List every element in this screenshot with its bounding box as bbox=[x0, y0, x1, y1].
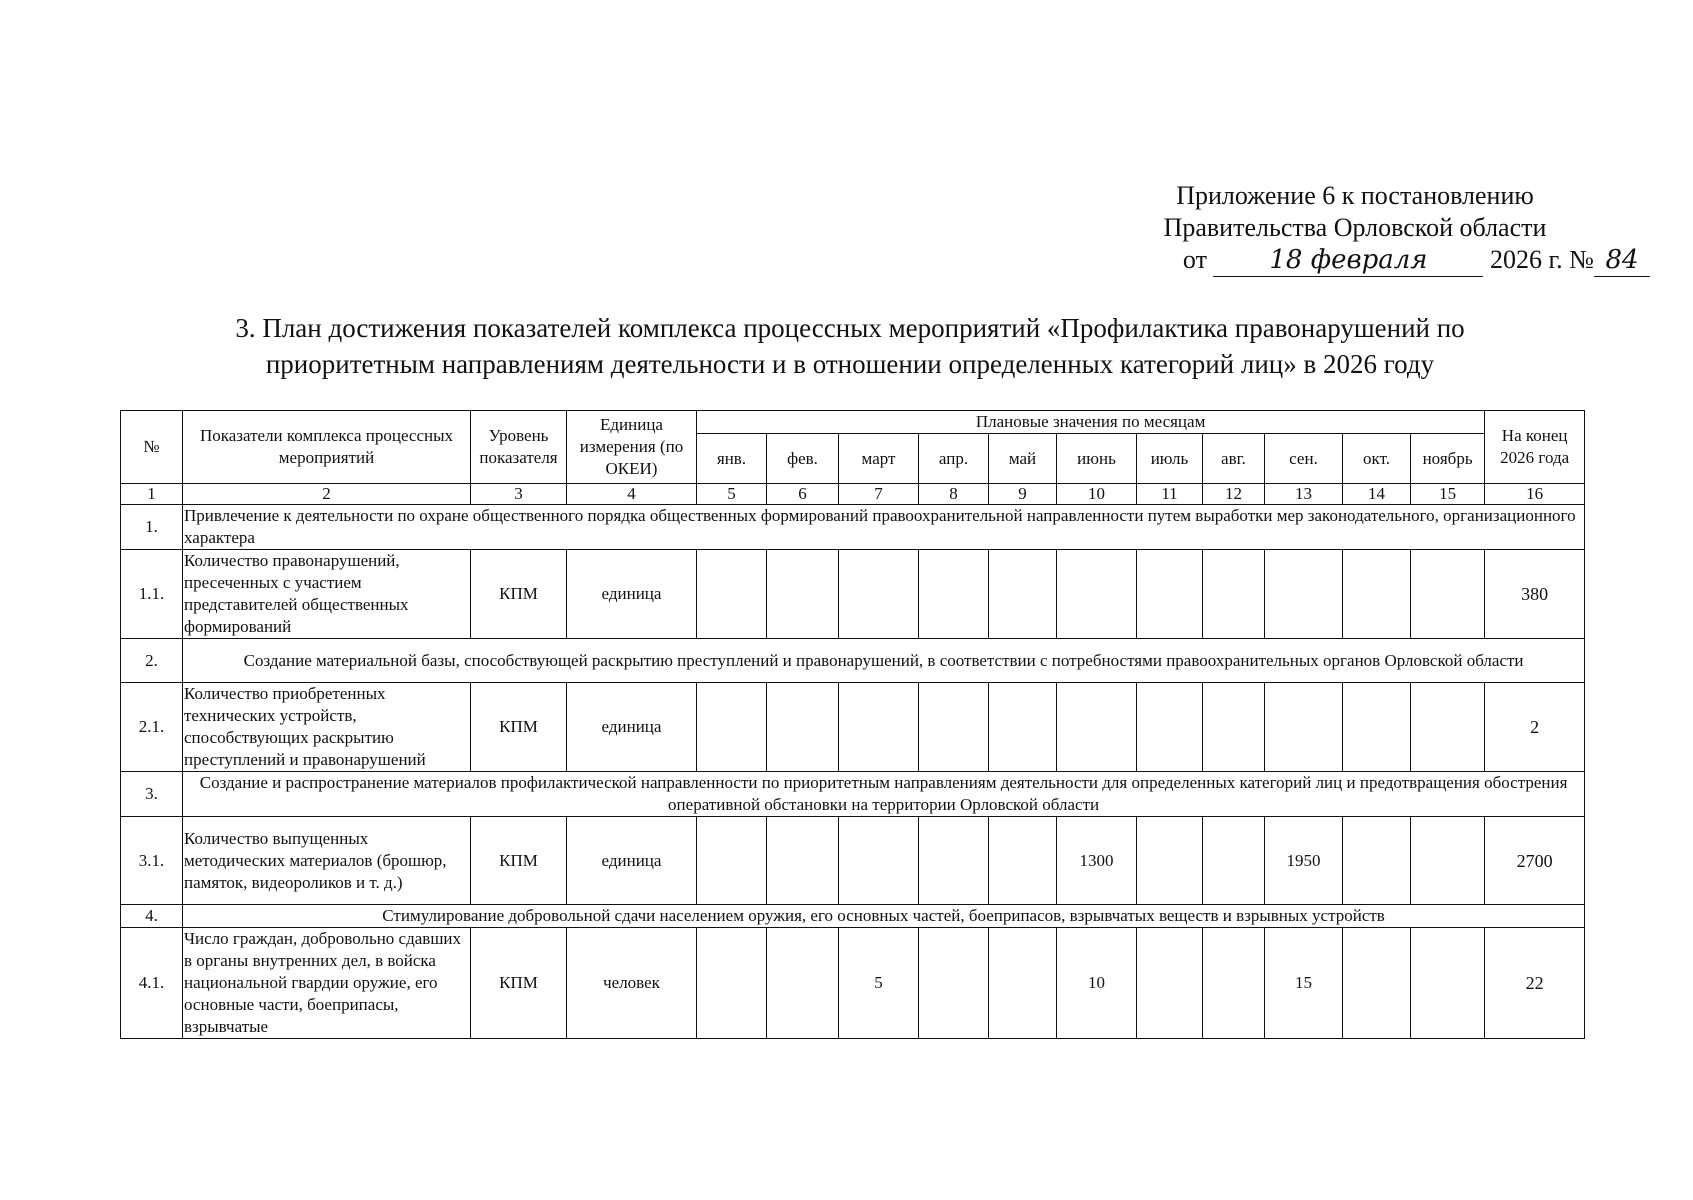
header-indicators: Показатели комплекса процессных мероприятий bbox=[183, 411, 471, 484]
month-value bbox=[989, 550, 1057, 639]
annex-date-row bbox=[1050, 244, 1660, 277]
month-value bbox=[767, 683, 839, 772]
indicator-name: Число граждан, добровольно сдавших в органы внутренних дел, в войска национальной гвардии оружие, его основные части, боеприпасы, взрывчатые bbox=[183, 928, 471, 1039]
indicator-unit: человек bbox=[567, 928, 697, 1039]
year-end-value: 380 bbox=[1485, 550, 1585, 639]
plan-table bbox=[120, 410, 1585, 1039]
header-month-may: май bbox=[989, 434, 1057, 484]
month-value bbox=[1343, 550, 1411, 639]
section-title: Стимулирование добровольной сдачи населением оружия, его основных частей, боеприпасов, взрывчатых веществ и взрывных устройств bbox=[183, 905, 1585, 928]
month-value bbox=[1203, 683, 1265, 772]
month-value bbox=[1411, 550, 1485, 639]
month-value: 1300 bbox=[1057, 817, 1137, 905]
month-value bbox=[697, 550, 767, 639]
section-num: 3. bbox=[121, 772, 183, 817]
column-number: 6 bbox=[767, 484, 839, 505]
section-num: 2. bbox=[121, 639, 183, 683]
month-value bbox=[839, 550, 919, 639]
indicator-num: 1.1. bbox=[121, 550, 183, 639]
month-value bbox=[1137, 928, 1203, 1039]
indicator-row bbox=[121, 683, 1585, 772]
column-number: 15 bbox=[1411, 484, 1485, 505]
section-row bbox=[121, 505, 1585, 550]
annex-header bbox=[1050, 180, 1660, 277]
header-month-apr: апр. bbox=[919, 434, 989, 484]
annex-line-2: Правительства Орловской области bbox=[1163, 213, 1547, 242]
section-row bbox=[121, 772, 1585, 817]
annex-line-1: Приложение 6 к постановлению bbox=[1176, 181, 1534, 210]
header-num: № bbox=[121, 411, 183, 484]
indicator-name: Количество правонарушений, пресеченных с участием представителей общественных формирований bbox=[183, 550, 471, 639]
month-value bbox=[1343, 683, 1411, 772]
column-number: 7 bbox=[839, 484, 919, 505]
header-unit: Единица измерения (по ОКЕИ) bbox=[567, 411, 697, 484]
year-end-value: 22 bbox=[1485, 928, 1585, 1039]
year-end-value: 2700 bbox=[1485, 817, 1585, 905]
section-title: Создание и распространение материалов профилактической направленности по приоритетным направлениям деятельности для определенных категорий лиц и предотвращения обострения оперативной обстановки на территории Орловской области bbox=[183, 772, 1585, 817]
column-number-row bbox=[121, 484, 1585, 505]
month-value bbox=[839, 683, 919, 772]
month-value bbox=[1057, 683, 1137, 772]
header-month-feb: фев. bbox=[767, 434, 839, 484]
month-value bbox=[919, 683, 989, 772]
month-value bbox=[1057, 550, 1137, 639]
indicator-name: Количество выпущенных методических материалов (брошюр, памяток, видеороликов и т. д.) bbox=[183, 817, 471, 905]
month-value bbox=[1137, 550, 1203, 639]
month-value bbox=[1137, 683, 1203, 772]
month-value bbox=[697, 817, 767, 905]
month-value bbox=[1203, 817, 1265, 905]
header-month-jan: янв. bbox=[697, 434, 767, 484]
month-value bbox=[767, 550, 839, 639]
month-value bbox=[989, 817, 1057, 905]
indicator-unit: единица bbox=[567, 817, 697, 905]
month-value bbox=[1203, 928, 1265, 1039]
section-row bbox=[121, 905, 1585, 928]
header-level: Уровень показателя bbox=[471, 411, 567, 484]
column-number: 3 bbox=[471, 484, 567, 505]
month-value: 10 bbox=[1057, 928, 1137, 1039]
month-value bbox=[989, 928, 1057, 1039]
column-number: 5 bbox=[697, 484, 767, 505]
section-title: Создание материальной базы, способствующей раскрытию преступлений и правонарушений, в соответствии с потребностями правоохранительных органов Орловской области bbox=[183, 639, 1585, 683]
header-month-aug: авг. bbox=[1203, 434, 1265, 484]
section-title: Привлечение к деятельности по охране общественного порядка общественных формирований правоохранительной направленности путем выработки мер законодательного, организационного характера bbox=[183, 505, 1585, 550]
indicator-num: 3.1. bbox=[121, 817, 183, 905]
indicator-row bbox=[121, 928, 1585, 1039]
annex-from-label: от bbox=[1182, 245, 1207, 274]
handwritten-number: 84 bbox=[1594, 244, 1650, 277]
header-month-jun: июнь bbox=[1057, 434, 1137, 484]
indicator-num: 4.1. bbox=[121, 928, 183, 1039]
header-month-oct: окт. bbox=[1343, 434, 1411, 484]
indicator-level: КПМ bbox=[471, 550, 567, 639]
month-value bbox=[697, 928, 767, 1039]
month-value bbox=[1265, 683, 1343, 772]
month-value bbox=[839, 817, 919, 905]
column-number: 11 bbox=[1137, 484, 1203, 505]
annex-year-label: 2026 г. № bbox=[1489, 245, 1594, 274]
header-month-nov: ноябрь bbox=[1411, 434, 1485, 484]
title-line-2: приоритетным направлениям деятельности и в отношении определенных категорий лиц» в 2026 году bbox=[265, 349, 1435, 379]
month-value bbox=[1411, 817, 1485, 905]
column-number: 14 bbox=[1343, 484, 1411, 505]
indicator-row bbox=[121, 550, 1585, 639]
month-value bbox=[1343, 928, 1411, 1039]
column-number: 9 bbox=[989, 484, 1057, 505]
year-end-value: 2 bbox=[1485, 683, 1585, 772]
indicator-num: 2.1. bbox=[121, 683, 183, 772]
section-num: 1. bbox=[121, 505, 183, 550]
month-value bbox=[919, 550, 989, 639]
month-value bbox=[1203, 550, 1265, 639]
indicator-unit: единица bbox=[567, 550, 697, 639]
handwritten-date: 18 февраля bbox=[1213, 244, 1483, 277]
column-number: 10 bbox=[1057, 484, 1137, 505]
month-value bbox=[767, 817, 839, 905]
column-number: 1 bbox=[121, 484, 183, 505]
section-row bbox=[121, 639, 1585, 683]
header-month-sep: сен. bbox=[1265, 434, 1343, 484]
title-line-1: 3. План достижения показателей комплекса процессных мероприятий «Профилактика правонарушений по bbox=[235, 313, 1465, 343]
month-value: 15 bbox=[1265, 928, 1343, 1039]
header-year-end: На конец 2026 года bbox=[1485, 411, 1585, 484]
column-number: 8 bbox=[919, 484, 989, 505]
month-value bbox=[989, 683, 1057, 772]
column-number: 16 bbox=[1485, 484, 1585, 505]
section-num: 4. bbox=[121, 905, 183, 928]
header-monthly: Плановые значения по месяцам bbox=[697, 411, 1485, 434]
month-value bbox=[919, 928, 989, 1039]
column-number: 12 bbox=[1203, 484, 1265, 505]
month-value bbox=[1137, 817, 1203, 905]
month-value bbox=[767, 928, 839, 1039]
indicator-level: КПМ bbox=[471, 817, 567, 905]
month-value: 1950 bbox=[1265, 817, 1343, 905]
indicator-level: КПМ bbox=[471, 683, 567, 772]
header-month-jul: июль bbox=[1137, 434, 1203, 484]
month-value bbox=[1411, 928, 1485, 1039]
month-value bbox=[1411, 683, 1485, 772]
month-value bbox=[919, 817, 989, 905]
column-number: 13 bbox=[1265, 484, 1343, 505]
header-month-mar: март bbox=[839, 434, 919, 484]
indicator-row bbox=[121, 817, 1585, 905]
month-value: 5 bbox=[839, 928, 919, 1039]
column-number: 4 bbox=[567, 484, 697, 505]
indicator-name: Количество приобретенных технических устройств, способствующих раскрытию преступлений и правонарушений bbox=[183, 683, 471, 772]
month-value bbox=[1343, 817, 1411, 905]
document-title bbox=[120, 310, 1580, 382]
indicator-level: КПМ bbox=[471, 928, 567, 1039]
column-number: 2 bbox=[183, 484, 471, 505]
month-value bbox=[1265, 550, 1343, 639]
month-value bbox=[697, 683, 767, 772]
indicator-unit: единица bbox=[567, 683, 697, 772]
